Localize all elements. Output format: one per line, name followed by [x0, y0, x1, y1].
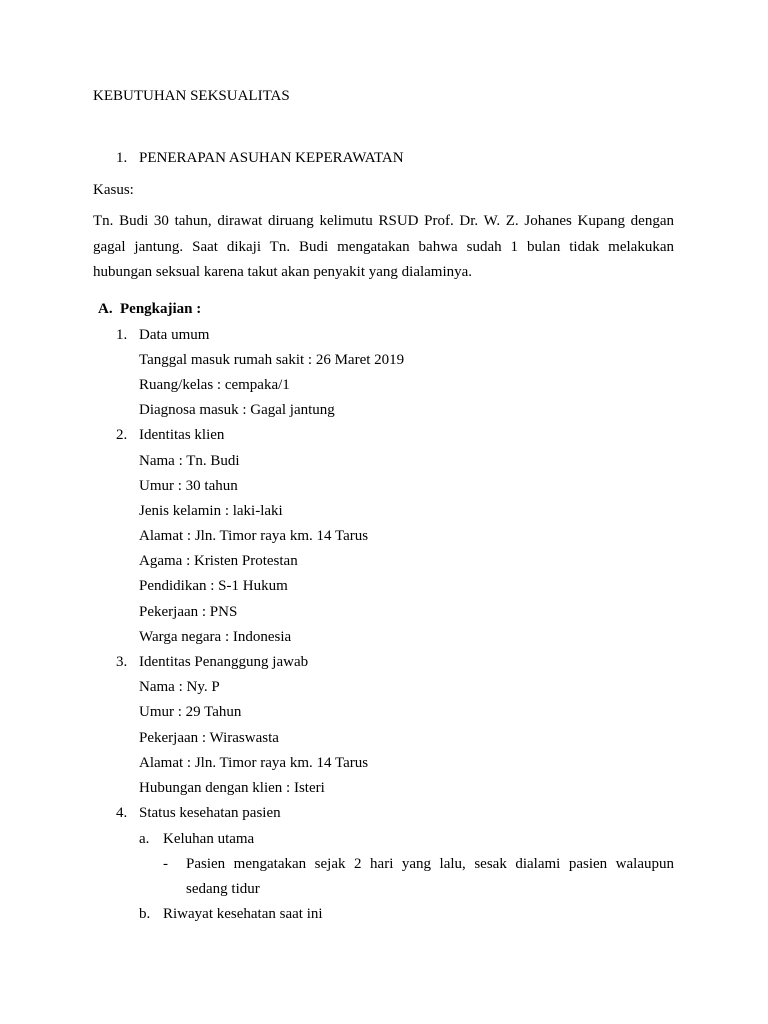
item-2-line: Warga negara : Indonesia — [139, 629, 292, 645]
item-4-label: Status kesehatan pasien — [139, 805, 281, 821]
item-2-line: Agama : Kristen Protestan — [139, 553, 298, 569]
bullet-line-1: Pasien mengatakan sejak 2 hari yang lalu, sesak dialami pasien walaupun — [186, 856, 674, 872]
item-3-number: 3. — [116, 654, 128, 670]
item-1-label: Data umum — [139, 327, 210, 343]
item-2-line: Pendidikan : S-1 Hukum — [139, 578, 288, 594]
sub-b-letter: b. — [139, 906, 151, 922]
sub-b-label: Riwayat kesehatan saat ini — [163, 906, 323, 922]
kasus-line-3: hubungan seksual karena takut akan penyakit yang dialaminya. — [93, 264, 473, 280]
item-1-line: Tanggal masuk rumah sakit : 26 Maret 2019 — [139, 352, 405, 368]
bullet-dash: - — [163, 856, 168, 872]
sub-a-label: Keluhan utama — [163, 831, 255, 847]
item-1-number: 1. — [116, 327, 128, 343]
sub-a-letter: a. — [139, 831, 150, 847]
kasus-label: Kasus: — [93, 182, 134, 198]
kasus-line-1: Tn. Budi 30 tahun, dirawat diruang kelimutu RSUD Prof. Dr. W. Z. Johanes Kupang dengan — [93, 213, 674, 229]
item-2-line: Umur : 30 tahun — [139, 478, 238, 494]
item-2-line: Nama : Tn. Budi — [139, 453, 240, 469]
item-1-line: Diagnosa masuk : Gagal jantung — [139, 402, 335, 418]
section-1-number: 1. — [116, 150, 128, 166]
item-2-label: Identitas klien — [139, 427, 225, 443]
bullet-line-2: sedang tidur — [186, 881, 260, 897]
item-3-line: Umur : 29 Tahun — [139, 704, 242, 720]
section-a-heading: Pengkajian : — [120, 301, 202, 317]
document-title: KEBUTUHAN SEKSUALITAS — [93, 88, 290, 104]
item-3-line: Hubungan dengan klien : Isteri — [139, 780, 325, 796]
section-1-heading: PENERAPAN ASUHAN KEPERAWATAN — [139, 150, 404, 166]
item-3-line: Alamat : Jln. Timor raya km. 14 Tarus — [139, 755, 369, 771]
item-2-line: Jenis kelamin : laki-laki — [139, 503, 283, 519]
kasus-line-2: gagal jantung. Saat dikaji Tn. Budi mengatakan bahwa sudah 1 bulan tidak melakukan — [93, 239, 674, 255]
item-2-number: 2. — [116, 427, 128, 443]
item-2-line: Alamat : Jln. Timor raya km. 14 Tarus — [139, 528, 369, 544]
item-3-label: Identitas Penanggung jawab — [139, 654, 309, 670]
section-a-letter: A. — [98, 301, 113, 317]
item-1-line: Ruang/kelas : cempaka/1 — [139, 377, 290, 393]
item-4-number: 4. — [116, 805, 128, 821]
item-3-line: Pekerjaan : Wiraswasta — [139, 730, 279, 746]
item-2-line: Pekerjaan : PNS — [139, 604, 238, 620]
item-3-line: Nama : Ny. P — [139, 679, 220, 695]
